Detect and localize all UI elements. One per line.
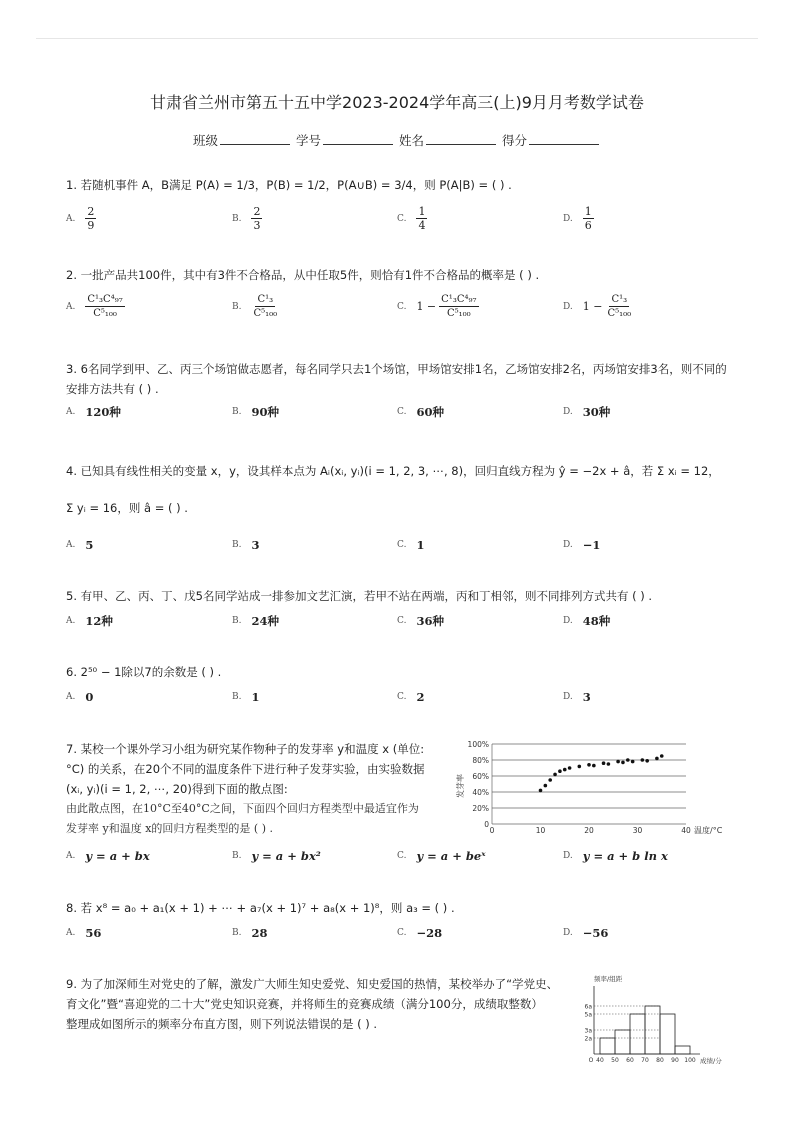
question-7-line3: (xᵢ, yᵢ)(i = 1, 2, ⋯, 20)得到下面的散点图: (66, 782, 288, 796)
question-6 (66, 662, 730, 682)
scatter-point (568, 766, 572, 770)
hist-xtick-label: 40 (596, 1057, 604, 1064)
question-9 (66, 974, 566, 1034)
q5-option-d[interactable]: D. 48种 (563, 614, 611, 628)
page-title: 甘肃省兰州市第五十五中学2023-2024学年高三(上)9月月考数学试卷 (150, 93, 644, 112)
question-2-stem: 2. 一批产品共100件，其中有3件不合格品，从中任取5件，则恰有1件不合格品的概率是 ( ) . (66, 268, 540, 282)
scatter-xtick-label: 10 (535, 826, 546, 835)
q2-option-d[interactable]: D. 1 − $\frac{\text{C¹₃}}{\text{C⁵₁₀₀}}$ (563, 294, 632, 319)
question-7-line2: °C) 的关系，在20个不同的温度条件下进行种子发芽实验，由实验数据 (66, 762, 425, 776)
hist-ytick-label: 5a (584, 1011, 592, 1019)
number-label: 学号 (295, 133, 321, 148)
score-field[interactable] (529, 132, 599, 145)
scatter-point (641, 758, 645, 762)
scatter-point (631, 760, 635, 764)
question-4-stem-line2: Σ yᵢ = 16，则 â = ( ) . (66, 501, 188, 515)
hist-ytick-label: 3a (584, 1027, 592, 1035)
question-4-options (66, 538, 730, 556)
hist-xlabel: 成绩/分 (700, 1057, 722, 1065)
question-2-options (66, 293, 730, 327)
question-5 (66, 586, 730, 606)
q7-option-b[interactable]: B. y = a + bx² (232, 849, 321, 863)
q1-option-b[interactable]: B. $\frac{2}{3}$ (232, 205, 261, 232)
question-4-stem-line1: 4. 已知具有线性相关的变量 x，y，设其样本点为 Aᵢ(xᵢ, yᵢ)(i = 1, 2, 3, ⋯, 8)，回归直线方程为 ŷ = −2x + â，若 Σ xᵢ = 12， (66, 464, 720, 478)
scatter-xtick-label: 0 (489, 826, 495, 835)
scatter-point (563, 768, 567, 772)
question-6-options (66, 690, 730, 708)
question-4 (66, 461, 730, 481)
question-9-line3: 整理成如图所示的频率分布直方图，则下列说法错误的是 ( ) . (66, 1017, 378, 1031)
hist-xtick-label: 90 (671, 1057, 679, 1064)
scatter-point (548, 778, 552, 782)
q5-option-c[interactable]: C. 36种 (397, 614, 444, 628)
hist-bar (660, 1014, 675, 1054)
scatter-point (553, 773, 557, 777)
question-1-options (66, 205, 730, 235)
germination-scatter-chart (452, 736, 734, 840)
hist-bar (630, 1014, 645, 1054)
question-7-line5: 发芽率 y和温度 x的回归方程类型的是 ( ) . (66, 822, 273, 835)
q5-option-b[interactable]: B. 24种 (232, 614, 279, 628)
class-field[interactable] (220, 132, 290, 145)
scatter-point (626, 758, 630, 762)
scatter-point (578, 765, 582, 769)
scatter-point (558, 769, 562, 773)
scatter-xtick-label: 20 (584, 826, 594, 835)
q1-option-c[interactable]: C. $\frac{1}{4}$ (397, 205, 426, 232)
scatter-ytick-label: 80% (472, 756, 489, 765)
q3-option-c[interactable]: C. 60种 (397, 405, 444, 419)
q7-option-d[interactable]: D. y = a + b ln x (563, 849, 668, 863)
question-3 (66, 359, 730, 399)
q2-option-b[interactable]: B. $\frac{\text{C¹₃}}{\text{C⁵₁₀₀}}$ (232, 294, 278, 319)
q8-option-d[interactable]: D. −56 (563, 926, 609, 940)
name-label: 姓名 (398, 133, 424, 148)
q3-option-b[interactable]: B. 90种 (232, 405, 279, 419)
q1-option-a[interactable]: A. $\frac{2}{9}$ (66, 205, 95, 232)
question-3-options (66, 404, 730, 422)
q6-option-a[interactable]: A. 0 (66, 690, 94, 704)
question-9-line1: 9. 为了加深师生对党史的了解，激发广大师生知史爱党、知史爱国的热情，某校举办了“学党史、 (66, 977, 559, 991)
hist-ytick-label: 2a (584, 1035, 592, 1043)
hist-ytick-label: 6a (584, 1003, 592, 1011)
q4-option-c[interactable]: C. 1 (397, 538, 425, 552)
question-9-line2: 育文化”暨“喜迎党的二十大”党史知识竞赛，并将师生的竞赛成绩（满分100分，成绩取整数） (66, 997, 543, 1011)
scatter-ytick-label: 20% (472, 804, 489, 813)
question-8 (66, 898, 730, 918)
scatter-ytick-label: 0 (484, 820, 489, 829)
q8-option-b[interactable]: B. 28 (232, 926, 268, 940)
question-8-options (66, 926, 730, 944)
q8-option-c[interactable]: C. −28 (397, 926, 443, 940)
hist-bar (615, 1030, 630, 1054)
scatter-ytick-label: 40% (472, 788, 489, 797)
question-7-line4: 由此散点图，在10°C至40°C之间，下面四个回归方程类型中最适宜作为 (66, 802, 419, 815)
question-7 (66, 739, 456, 839)
student-info-line (0, 131, 794, 149)
scatter-point (544, 784, 548, 788)
scatter-ytick-label: 60% (472, 772, 489, 781)
hist-bar (675, 1046, 690, 1054)
q3-option-d[interactable]: D. 30种 (563, 405, 611, 419)
class-label: 班级 (192, 133, 218, 148)
scatter-point (607, 762, 611, 766)
question-3-stem: 3. 6名同学到甲、乙、丙三个场馆做志愿者，每名同学只去1个场馆，甲场馆安排1名，乙场馆安排2名，丙场馆安排3名，则不同的安排方法共有 ( ) . (66, 362, 727, 396)
question-7-line1: 7. 某校一个课外学习小组为研究某作物种子的发芽率 y和温度 x (单位: (66, 742, 425, 756)
scatter-point (616, 760, 620, 764)
hist-xtick-label: 60 (626, 1057, 634, 1064)
score-histogram (572, 972, 732, 1068)
hist-xtick-label: 80 (656, 1057, 664, 1064)
q7-option-c[interactable]: C. y = a + beˣ (397, 849, 486, 863)
scatter-point (592, 764, 596, 768)
q8-option-a[interactable]: A. 56 (66, 926, 102, 940)
q4-option-a[interactable]: A. 5 (66, 538, 94, 552)
question-1-stem: 1. 若随机事件 A，B满足 P(A) = 1/3，P(B) = 1/2，P(A∪B) = 3/4，则 P(A|B) = ( ) . (66, 178, 512, 192)
q2-option-a[interactable]: A. $\frac{\text{C¹₃C⁴₉₇}}{\text{C⁵₁₀₀}}$ (66, 294, 123, 319)
question-1 (66, 175, 730, 195)
number-field[interactable] (323, 132, 393, 145)
scatter-point (587, 763, 591, 767)
hist-bar (600, 1038, 615, 1054)
scatter-point (602, 761, 606, 765)
question-4-line2 (66, 498, 730, 518)
q6-option-b[interactable]: B. 1 (232, 690, 260, 704)
scatter-point (621, 761, 625, 765)
hist-xtick-label: O (588, 1057, 594, 1064)
scatter-ytick-label: 100% (467, 740, 489, 749)
name-field[interactable] (426, 132, 496, 145)
hist-xtick-label: 50 (611, 1057, 619, 1064)
q6-option-d[interactable]: D. 3 (563, 690, 591, 704)
scatter-xtick-label: 40 (681, 826, 691, 835)
q1-option-d[interactable]: D. $\frac{1}{6}$ (563, 205, 592, 232)
question-7-options (66, 849, 730, 867)
hist-ylabel: 频率/组距 (594, 975, 623, 983)
hist-xtick-label: 100 (684, 1057, 696, 1064)
q3-option-a[interactable]: A. 120种 (66, 405, 121, 419)
q6-option-c[interactable]: C. 2 (397, 690, 425, 704)
scatter-point (645, 759, 649, 763)
scatter-xlabel: 温度/°C (694, 826, 723, 835)
q2-option-c[interactable]: C. 1 − $\frac{\text{C¹₃C⁴₉₇}}{\text{C⁵₁₀₀}}$ (397, 294, 477, 319)
scatter-point (539, 789, 543, 793)
scatter-point (655, 757, 659, 761)
q5-option-a[interactable]: A. 12种 (66, 614, 113, 628)
scatter-xtick-label: 30 (632, 826, 643, 835)
scatter-point (660, 754, 664, 758)
question-2 (66, 265, 730, 285)
question-5-stem: 5. 有甲、乙、丙、丁、戊5名同学站成一排参加文艺汇演，若甲不站在两端，丙和丁相邻，则不同排列方式共有 ( ) . (66, 589, 653, 603)
q4-option-b[interactable]: B. 3 (232, 538, 260, 552)
hist-xtick-label: 70 (641, 1057, 649, 1064)
question-5-options (66, 613, 730, 631)
question-8-stem: 8. 若 x⁸ = a₀ + a₁(x + 1) + ⋯ + a₇(x + 1)⁷ + a₈(x + 1)⁸，则 a₃ = ( ) . (66, 901, 455, 915)
score-label: 得分 (501, 133, 527, 148)
q4-option-d[interactable]: D. −1 (563, 538, 601, 552)
page-top-rule (36, 38, 758, 39)
scatter-ylabel: 发芽率 (456, 774, 465, 798)
q7-option-a[interactable]: A. y = a + bx (66, 849, 150, 863)
question-6-stem: 6. 2⁵⁰ − 1除以7的余数是 ( ) . (66, 665, 222, 679)
